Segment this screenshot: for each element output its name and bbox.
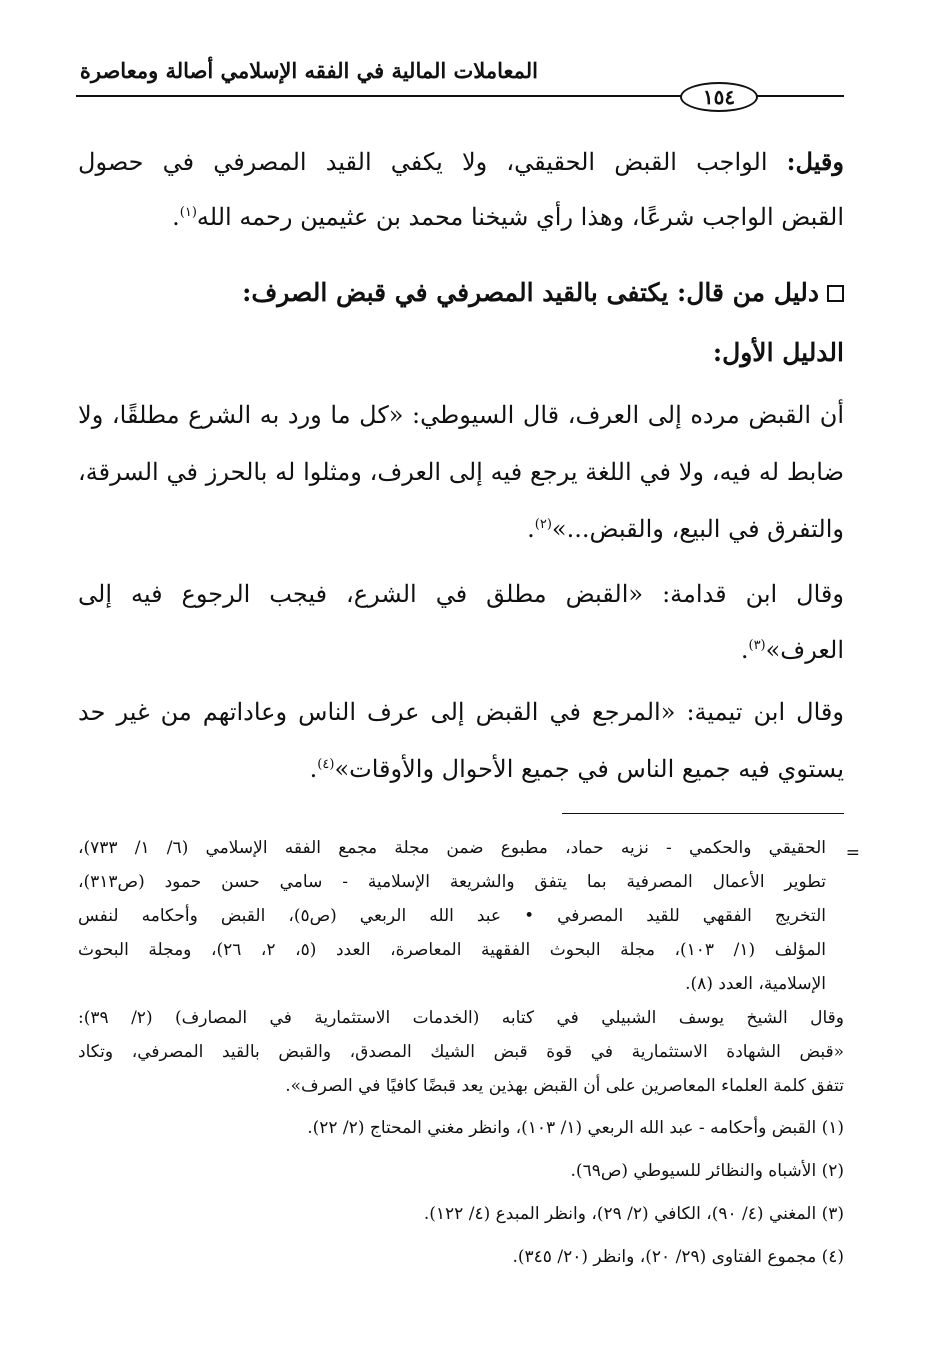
section-heading-text: دليل من قال: يكتفى بالقيد المصرفي في قبض الصرف: [242, 278, 819, 307]
footnote-cont-line: الحقيقي والحكمي - نزيه حماد، مطبوع ضمن مجلة مجمع الفقه الإسلامي (٦/ ١/ ٧٣٣)، [78, 838, 826, 858]
footnote-ref-1: (١) [179, 205, 197, 220]
footnote-2: (٢) الأشباه والنظائر للسيوطي (ص٦٩). [570, 1161, 844, 1181]
footnote-4: (٤) مجموع الفتاوى (٢٩/ ٢٠)، وانظر (٢٠/ ٣٤٥). [512, 1247, 844, 1267]
footnote-cont-line: المؤلف (١/ ١٠٣)، مجلة البحوث الفقهية المعاصرة، العدد (٥، ٢، ٢٦)، ومجلة البحوث [78, 940, 827, 960]
paragraph-4-line-1: وقال ابن تيمية: «المرجع في القبض إلى عرف الناس وعاداتهم من غير حد [78, 698, 844, 726]
sentence-end: . [172, 203, 180, 231]
footnote-ref-4: (٤) [317, 757, 335, 772]
paragraph-1-line-2 [172, 205, 844, 229]
footnote-1: (١) القبض وأحكامه - عبد الله الربعي (١/ ١٠٣)، وانظر مغني المحتاج (٢/ ٢٢). [307, 1118, 844, 1138]
paragraph-3-line-1: وقال ابن قدامة: «القبض مطلق في الشرع، فيجب الرجوع فيه إلى [78, 580, 844, 608]
paragraph-lead: وقيل: [786, 147, 844, 176]
footnote-shubaili-line: «قبض الشهادة الاستثمارية في قوة قبض الشيك المصدق، والقبض بالقيد المصرفي، وتكاد [78, 1042, 844, 1062]
footnote-continuation-mark: = [845, 843, 860, 863]
paragraph-text: الواجب القبض الحقيقي، ولا يكفي القيد المصرفي في حصول [78, 148, 787, 176]
sentence-end: . [740, 636, 749, 664]
running-title: المعاملات المالية في الفقه الإسلامي أصالة ومعاصرة [79, 58, 538, 83]
paragraph-text: والتفرق في البيع، والقبض...» [551, 515, 844, 543]
section-heading [242, 280, 844, 305]
paragraph-3-line-2 [741, 638, 844, 662]
paragraph-text: يستوي فيه جميع الناس في جميع الأحوال والأوقات» [334, 755, 844, 783]
footnote-3: (٣) المغني (٤/ ٩٠)، الكافي (٢/ ٢٩)، وانظر المبدع (٤/ ١٢٢). [423, 1204, 844, 1224]
paragraph-1-line-1 [78, 147, 844, 176]
footnote-cont-line: التخريج الفقهي للقيد المصرفي • عبد الله الربعي (ص٥)، القبض وأحكامه لنفس [78, 906, 826, 926]
square-bullet-icon [827, 285, 844, 302]
sentence-end: . [527, 515, 535, 543]
sentence-end: . [309, 755, 318, 783]
footnote-shubaili-line: وقال الشيخ يوسف الشبيلي في كتابه (الخدمات الاستثمارية في المصارف) (٢/ ٣٩): [78, 1008, 844, 1028]
paragraph-text: القبض الواجب شرعًا، وهذا رأي شيخنا محمد بن عثيمين رحمه الله [196, 203, 844, 231]
footnote-shubaili-line: تتفق كلمة العلماء المعاصرين على أن القبض بهذين يعد قبضًا كافيًا في الصرف». [285, 1076, 844, 1096]
footnote-cont-line: الإسلامية، العدد (٨). [685, 974, 826, 994]
paragraph-2-line-1: أن القبض مرده إلى العرف، قال السيوطي: «كل ما ورد به الشرع مطلقًا، ولا [78, 401, 844, 429]
footnote-cont-line: تطوير الأعمال المصرفية بما يتفق والشريعة الإسلامية - سامي حسن حمود (ص٣١٣)، [78, 872, 826, 892]
paragraph-4-line-2 [310, 757, 844, 781]
subheading: الدليل الأول: [712, 338, 844, 367]
paragraph-2-line-3 [527, 517, 844, 541]
page-number: ١٥٤ [680, 82, 758, 112]
paragraph-text: العرف» [765, 636, 844, 664]
footnote-separator [562, 813, 844, 814]
paragraph-2-line-2: ضابط له فيه، ولا في اللغة يرجع فيه إلى العرف، ومثلوا له بالحرز في السرقة، [78, 458, 844, 486]
footnote-ref-2: (٢) [534, 517, 552, 532]
footnote-ref-3: (٣) [748, 638, 766, 653]
